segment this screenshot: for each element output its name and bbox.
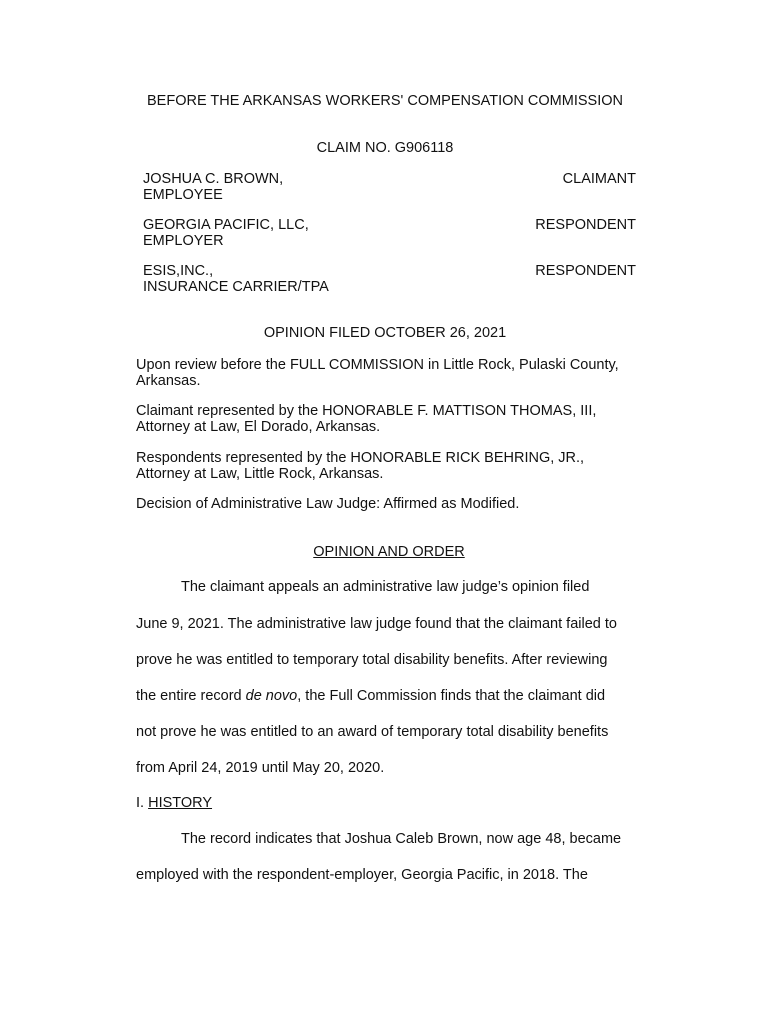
body-line xyxy=(136,688,605,705)
alj-decision: Decision of Administrative Law Judge: Affirmed as Modified. xyxy=(136,496,520,512)
review-line: Arkansas. xyxy=(136,373,201,389)
review-line: Upon review before the FULL COMMISSION in Little Rock, Pulaski County, xyxy=(136,357,619,373)
party-name: GEORGIA PACIFIC, LLC, xyxy=(143,217,309,233)
opinion-filed-date: OPINION FILED OCTOBER 26, 2021 xyxy=(263,325,507,341)
history-heading xyxy=(136,795,212,812)
claimant-representation: Claimant represented by the HONORABLE F. MATTISON THOMAS, III, xyxy=(136,403,597,419)
body-line: not prove he was entitled to an award of temporary total disability benefits xyxy=(136,724,609,740)
party-name: ESIS,INC., xyxy=(143,263,214,279)
party-type: EMPLOYEE xyxy=(143,187,223,203)
commission-heading: BEFORE THE ARKANSAS WORKERS' COMPENSATION COMMISSION xyxy=(147,93,623,109)
body-line: from April 24, 2019 until May 20, 2020. xyxy=(136,760,385,776)
respondents-representation: Attorney at Law, Little Rock, Arkansas. xyxy=(136,466,384,482)
body-line: The record indicates that Joshua Caleb Brown, now age 48, became xyxy=(181,831,622,847)
section-number: I. xyxy=(136,795,149,811)
claim-number: CLAIM NO. G906118 xyxy=(316,140,454,156)
body-line: employed with the respondent-employer, Georgia Pacific, in 2018. The xyxy=(136,867,588,883)
body-line: The claimant appeals an administrative law judge’s opinion filed xyxy=(181,579,590,595)
body-line: prove he was entitled to temporary total disability benefits. After reviewing xyxy=(136,652,608,668)
party-role: RESPONDENT xyxy=(535,217,636,233)
party-role: RESPONDENT xyxy=(535,263,636,279)
body-text: , the Full Commission finds that the claimant did xyxy=(297,688,606,704)
party-type: INSURANCE CARRIER/TPA xyxy=(143,279,329,295)
party-name: JOSHUA C. BROWN, xyxy=(143,171,284,187)
party-role: CLAIMANT xyxy=(562,171,636,187)
claimant-representation: Attorney at Law, El Dorado, Arkansas. xyxy=(136,419,381,435)
body-line: June 9, 2021. The administrative law judge found that the claimant failed to xyxy=(136,616,617,632)
section-title: HISTORY xyxy=(148,795,213,811)
opinion-heading: OPINION AND ORDER xyxy=(313,544,465,560)
respondents-representation: Respondents represented by the HONORABLE RICK BEHRING, JR., xyxy=(136,450,585,466)
body-text: the entire record xyxy=(136,688,246,704)
de-novo-term: de novo xyxy=(245,688,298,704)
party-type: EMPLOYER xyxy=(143,233,224,249)
